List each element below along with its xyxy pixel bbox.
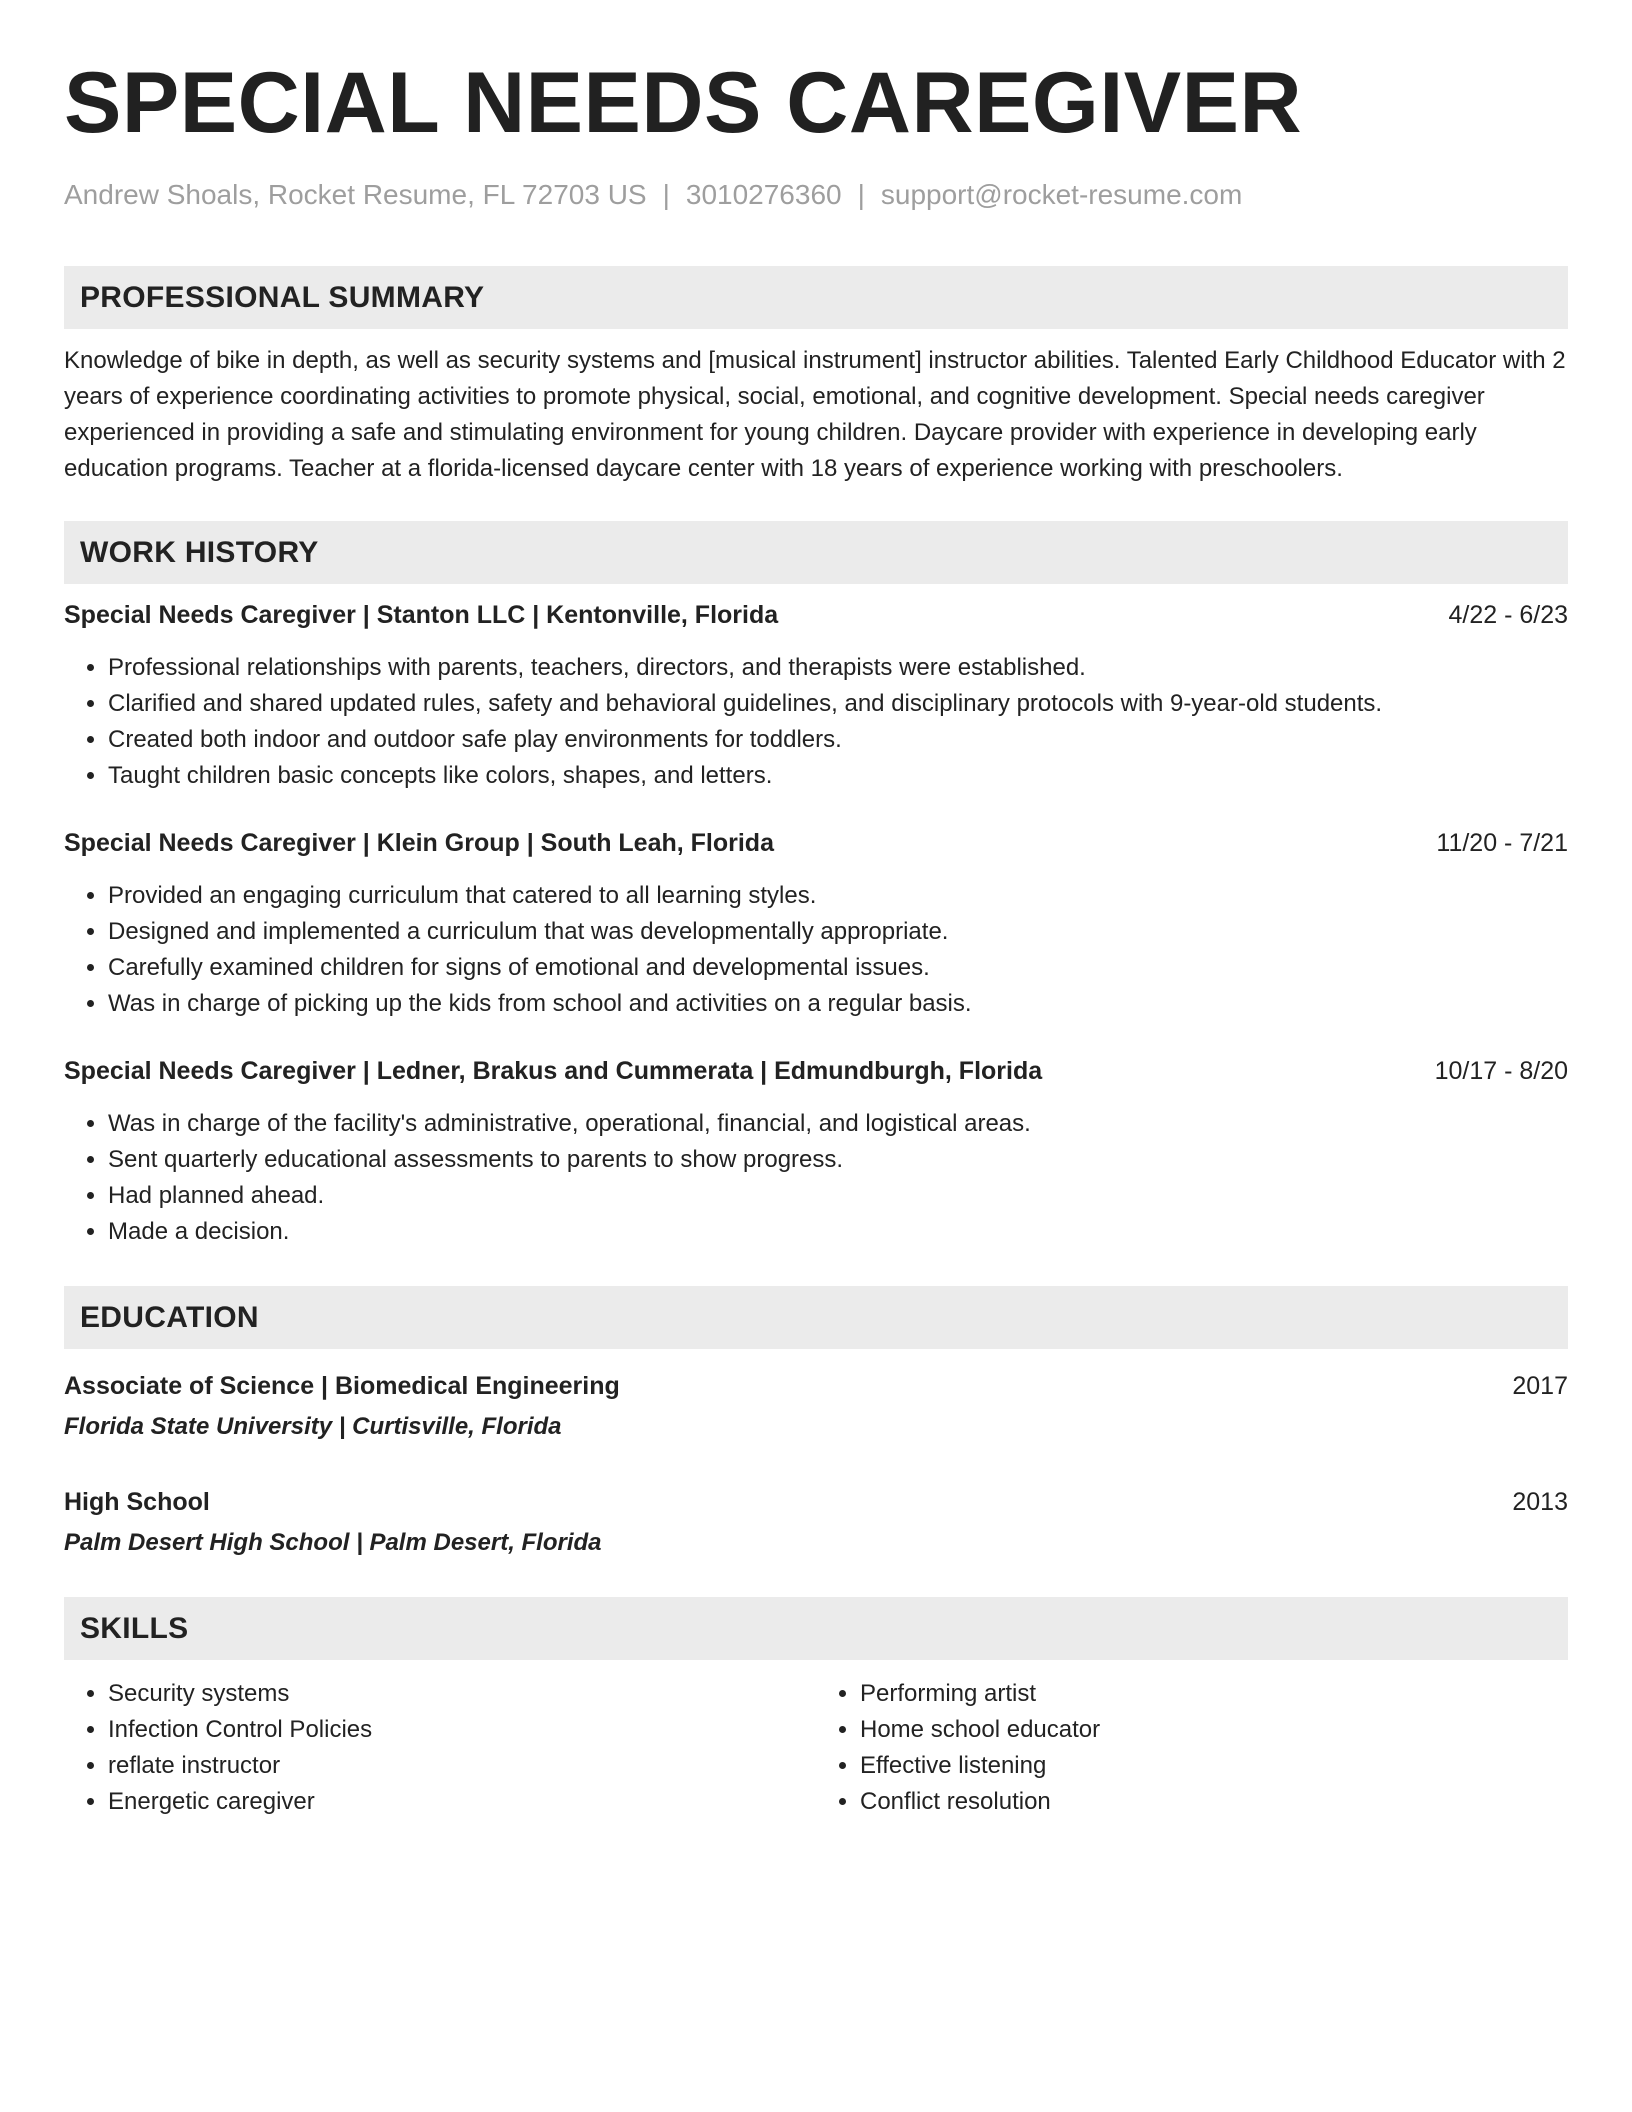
job-bullet: • Designed and implemented a curriculum that was developmentally appropriate. [108,914,1568,950]
summary-text: Knowledge of bike in depth, as well as security systems and [musical instrument] instructor abilities. Talented Early Childhood Educator with 2 years of experience coordinating activities to promote physical, social, emotional, and cognitive development. Special needs caregiver experienced in providing a safe and stimulating environment for young children. Daycare provider with experience in developing early education programs. Teacher at a florida-licensed daycare center with 18 years of experience working with preschoolers. [64,347,1566,482]
job-bullet: • Was in charge of picking up the kids from school and activities on a regular basis. [108,986,1568,1022]
job-header [64,598,1568,632]
resume-title: SPECIAL NEEDS CAREGIVER [64,55,1303,151]
skill-item: • Conflict resolution [860,1784,1568,1820]
education-degree: Associate of Science | Biomedical Engineering [64,1372,620,1400]
job-dates: 4/22 - 6/23 [1448,601,1568,629]
job-title: Special Needs Caregiver | Klein Group | South Leah, Florida [64,829,774,857]
skills-list [64,1676,816,1820]
job-bullet: • Created both indoor and outdoor safe play environments for toddlers. [108,722,1568,758]
job-dates: 11/20 - 7/21 [1436,829,1568,857]
education-entry [64,1485,1568,1561]
skill-item: • Home school educator [860,1712,1568,1748]
job-bullet: • Sent quarterly educational assessments to parents to show progress. [108,1142,1568,1178]
contact-separator: | [662,179,670,210]
skills-grid [64,1676,1568,1820]
job-entry [64,598,1568,794]
contact-separator: | [857,179,865,210]
job-bullet: • Clarified and shared updated rules, safety and behavioral guidelines, and disciplinary protocols with 9-year-old students. [108,686,1568,722]
job-dates: 10/17 - 8/20 [1434,1057,1568,1085]
skills-column-right [816,1676,1568,1820]
education-header [64,1485,1568,1519]
skill-item: • Security systems [108,1676,816,1712]
job-bullets [64,1106,1568,1250]
education-year: 2013 [1512,1488,1568,1516]
job-bullet: • Professional relationships with parents, teachers, directors, and therapists were established. [108,650,1568,686]
education-degree: High School [64,1488,210,1516]
job-bullet: • Carefully examined children for signs of emotional and developmental issues. [108,950,1568,986]
skill-item: • reflate instructor [108,1748,816,1784]
job-header [64,826,1568,860]
contact-line [64,178,1568,212]
skills-list [816,1676,1568,1820]
section-header-skills: SKILLS [64,1597,1568,1660]
section-header-education: EDUCATION [64,1286,1568,1349]
job-title: Special Needs Caregiver | Ledner, Brakus and Cummerata | Edmundburgh, Florida [64,1057,1043,1085]
job-entry [64,1054,1568,1250]
job-title: Special Needs Caregiver | Stanton LLC | Kentonville, Florida [64,601,779,629]
job-entry [64,826,1568,1022]
contact-address: Andrew Shoals, Rocket Resume, FL 72703 US [64,179,647,210]
skill-item: • Infection Control Policies [108,1712,816,1748]
job-bullets [64,650,1568,794]
contact-phone: 3010276360 [685,179,842,210]
education-school: Florida State University | Curtisville, Florida [64,1413,562,1440]
job-bullet: • Made a decision. [108,1214,1568,1250]
job-bullet: • Taught children basic concepts like colors, shapes, and letters. [108,758,1568,794]
job-bullet: • Provided an engaging curriculum that catered to all learning styles. [108,878,1568,914]
education-year: 2017 [1512,1372,1568,1400]
education-entry [64,1369,1568,1445]
job-header [64,1054,1568,1088]
education-school: Palm Desert High School | Palm Desert, Florida [64,1529,602,1556]
job-bullet: • Had planned ahead. [108,1178,1568,1214]
skill-item: • Energetic caregiver [108,1784,816,1820]
skill-item: • Performing artist [860,1676,1568,1712]
section-header-summary: PROFESSIONAL SUMMARY [64,266,1568,329]
job-bullets [64,878,1568,1022]
contact-email: support@rocket-resume.com [880,179,1243,210]
skills-column-left [64,1676,816,1820]
job-bullet: • Was in charge of the facility's administrative, operational, financial, and logistical areas. [108,1106,1568,1142]
education-header [64,1369,1568,1403]
skill-item: • Effective listening [860,1748,1568,1784]
section-header-work-history: WORK HISTORY [64,521,1568,584]
